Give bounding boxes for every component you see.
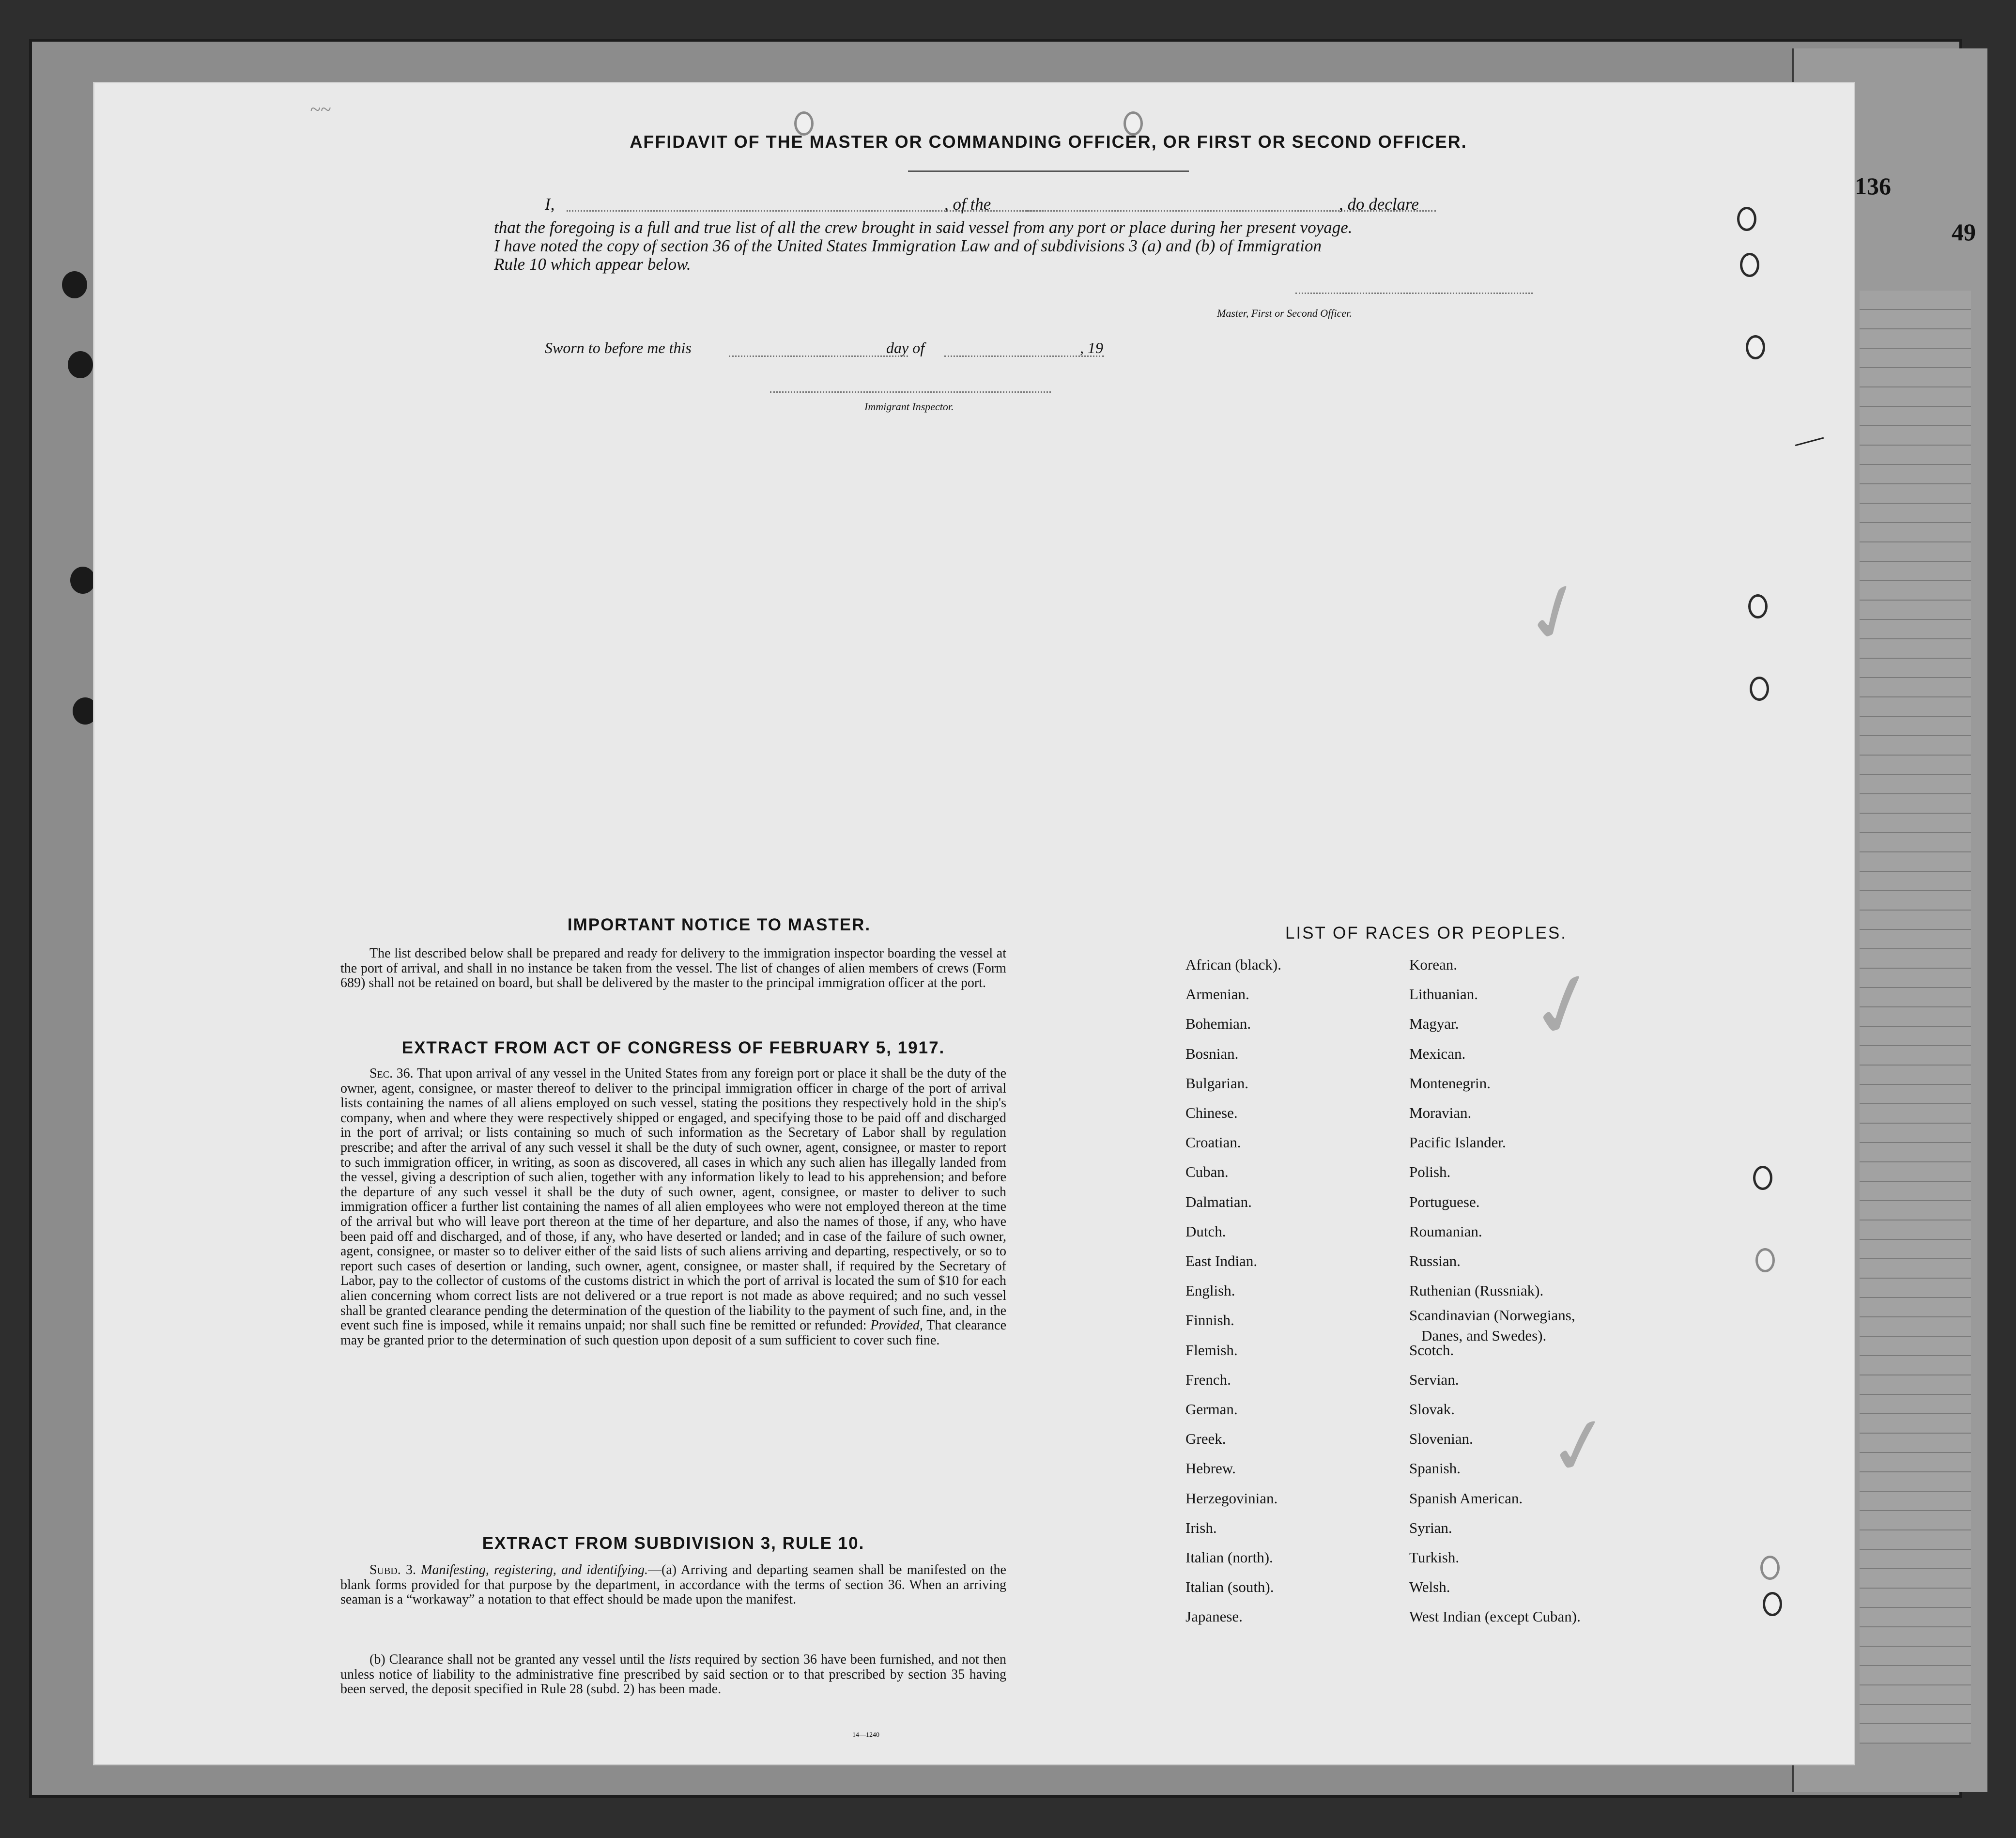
race-item: Spanish American. — [1409, 1489, 1523, 1507]
extract-rule-text-a — [340, 1563, 1006, 1607]
race-item: Turkish. — [1409, 1549, 1460, 1566]
race-item: German. — [1185, 1401, 1238, 1418]
extract-act-text — [340, 1066, 1006, 1348]
extract-rule-title: EXTRACT FROM SUBDIVISION 3, RULE 10. — [482, 1534, 865, 1553]
race-item: Lithuanian. — [1409, 986, 1478, 1003]
race-item: Slovenian. — [1409, 1430, 1473, 1448]
race-item: Flemish. — [1185, 1341, 1238, 1359]
notice-title: IMPORTANT NOTICE TO MASTER. — [567, 915, 871, 934]
race-item: Armenian. — [1185, 986, 1249, 1003]
race-item: East Indian. — [1185, 1252, 1258, 1269]
title-rule — [908, 170, 1189, 172]
form-number: 14—1240 — [852, 1731, 879, 1739]
race-item: Moravian. — [1409, 1104, 1472, 1121]
affidavit-i-label: I, — [545, 195, 555, 214]
subd-lists-word: lists — [669, 1652, 691, 1667]
race-item: Finnish. — [1185, 1312, 1234, 1329]
sworn-day-field[interactable] — [729, 355, 908, 357]
race-item: Herzegovinian. — [1185, 1489, 1278, 1507]
binder-hole — [62, 271, 87, 298]
inspector-signature-label: Immigrant Inspector. — [864, 401, 954, 413]
race-item: Cuban. — [1185, 1163, 1229, 1181]
punch-hole — [1748, 594, 1768, 618]
races-title: LIST OF RACES OR PEOPLES. — [1285, 924, 1567, 942]
punch-hole — [1753, 1166, 1772, 1190]
affidavit-line-4: Rule 10 which appear below. — [494, 255, 691, 274]
race-item: Portuguese. — [1409, 1193, 1480, 1210]
sec-36-end: That clearance may be granted prior to the determination of such question upon deposit of a sum sufficient to cover such fine. — [340, 1318, 1006, 1348]
race-item: Dutch. — [1185, 1222, 1226, 1240]
ruled-page-edge — [1860, 291, 1971, 1744]
race-item: Servian. — [1409, 1371, 1459, 1388]
punch-hole — [1750, 677, 1769, 701]
race-item: Chinese. — [1185, 1104, 1238, 1121]
race-item: Italian (south). — [1185, 1578, 1274, 1596]
race-item: Korean. — [1409, 956, 1457, 973]
extract-act-title: EXTRACT FROM ACT OF CONGRESS OF FEBRUARY 5, 1917. — [401, 1038, 945, 1057]
affidavit-of-the-label: , of the — [944, 195, 991, 214]
inspector-signature-field[interactable] — [770, 391, 1051, 393]
subd-text-b-prefix: (b) Clearance shall not be granted any vessel until the — [369, 1652, 665, 1667]
race-item: Slovak. — [1409, 1401, 1455, 1418]
subd-text-a: —(a) Arriving and departing seamen shall be manifested on the blank forms provided for that purpose by the department, in accordance with the terms of section 36. When an arriving seaman is a “workaway” a notation to that effect should be made upon the manifest. — [340, 1562, 1006, 1607]
race-item: Roumanian. — [1409, 1222, 1482, 1240]
race-item: Bulgarian. — [1185, 1074, 1248, 1092]
punch-hole — [1760, 1556, 1780, 1580]
affidavit-declare-label: , do declare — [1339, 195, 1419, 214]
race-item: Mexican. — [1409, 1045, 1466, 1062]
race-item: Croatian. — [1185, 1134, 1241, 1151]
binder-hole — [68, 351, 93, 378]
subd-text-b: required by section 36 have been furnished, and not then unless notice of liability to the administrative fine prescribed by said section or to that prescribed by section 35 having been served, the deposit specified in Rule 28 (subd. 2) has been made. — [340, 1652, 1007, 1697]
race-item: Russian. — [1409, 1252, 1461, 1269]
race-item: English. — [1185, 1282, 1235, 1299]
subd-heading: Manifesting, registering, and identifying. — [421, 1562, 648, 1577]
race-item: Irish. — [1185, 1519, 1217, 1536]
race-item: Scandinavian (Norwegians, — [1409, 1307, 1575, 1324]
race-item: African (black). — [1185, 956, 1281, 973]
race-item: Scotch. — [1409, 1341, 1454, 1359]
race-item: Syrian. — [1409, 1519, 1452, 1536]
day-of-label: day of — [886, 339, 925, 356]
race-item: Hebrew. — [1185, 1460, 1236, 1477]
master-signature-field[interactable] — [1295, 293, 1533, 294]
punch-hole — [1755, 1248, 1775, 1272]
manifest-page — [94, 83, 1854, 1764]
race-item: Welsh. — [1409, 1578, 1450, 1596]
race-item: West Indian (except Cuban). — [1409, 1608, 1581, 1625]
race-item: French. — [1185, 1371, 1231, 1388]
side-page-number-49: 49 — [1952, 218, 1976, 246]
pencil-dash-mark: — — [1790, 419, 1827, 458]
provided-word: Provided, — [870, 1318, 923, 1333]
side-page-number-136: 136 — [1855, 172, 1891, 200]
punch-hole — [1737, 207, 1756, 231]
affidavit-title: AFFIDAVIT OF THE MASTER OR COMMANDING OFFICER, OR FIRST OR SECOND OFFICER. — [630, 132, 1467, 152]
scandinavian-continuation: Danes, and Swedes). — [1421, 1327, 1547, 1344]
subd-label: Subd. 3. — [369, 1562, 416, 1577]
race-item: Dalmatian. — [1185, 1193, 1252, 1210]
race-item: Bosnian. — [1185, 1045, 1239, 1062]
punch-hole — [1763, 1592, 1782, 1616]
punch-hole — [1740, 253, 1759, 277]
race-item: Pacific Islander. — [1409, 1134, 1506, 1151]
sworn-label: Sworn to before me this — [545, 339, 692, 356]
pencil-check-mark: ✓ — [1510, 562, 1601, 665]
notice-text: The list described below shall be prepared and ready for delivery to the immigration inspector boarding the vessel at the port of arrival, and shall in no instance be taken from the vessel. The list of changes of alien members of crews (Form 689) shall not be retained on board, but shall be delivered by the master to the principal immigration officer at the port. — [340, 946, 1006, 991]
year-label: , 19 — [1080, 339, 1103, 356]
race-item: Greek. — [1185, 1430, 1226, 1448]
race-item: Polish. — [1409, 1163, 1451, 1181]
race-item: Magyar. — [1409, 1015, 1459, 1033]
sec-36-label: Sec. 36. — [369, 1066, 414, 1081]
race-item: Bohemian. — [1185, 1015, 1251, 1033]
affidavit-line-2: that the foregoing is a full and true list of all the crew brought in said vessel from any port or place during her present voyage. — [494, 218, 1353, 237]
race-item: Italian (north). — [1185, 1549, 1273, 1566]
binder-hole — [70, 567, 95, 594]
punch-hole — [1746, 335, 1765, 359]
stray-mark: ~~ — [310, 98, 331, 120]
race-item: Montenegrin. — [1409, 1074, 1491, 1092]
sec-36-body: That upon arrival of any vessel in the United States from any foreign port or place it shall be the duty of the owner, agent, consignee, or master thereof to deliver to the principal immigration officer in charge of the port of arrival lists containing the names of all aliens employed on such vessel, stating the positions they respectively hold in the ship's company, when and where they were respectively shipped or engaged, and specifying those to be paid off and discharged in the port of arrival; or lists containing so much of such information as the Secretary of Labor shall by regulation prescribe; and after the arrival of any such vessel it shall be the duty of such owner, agent, consignee, or master to report to such immigration officer, in writing, as soon as discovered, all cases in which any such alien has illegally landed from the vessel, giving a description of such alien, together with any information likely to lead to his apprehension; and before the departure of any such vessel it shall be the duty of such owner, agent, consignee, or master to deliver to such immigration officer a further list containing the names of all alien employees who were not employed thereon at the time of the arrival but who will leave port thereon at the time of her departure, and also the names of those, if any, who have been paid off and discharged, and of those, if any, who have deserted or landed; and in case of the failure of such owner, agent, consignee, or master so to deliver either of the said lists of such aliens arriving and departing, respectively, or so to report such cases of desertion or landing, such owner, agent, consignee, or master shall, if required by the Secretary of Labor, pay to the collector of customs of the customs district in which the port of arrival is located the sum of $10 for each alien concerning whom correct lists are not delivered or a true report is not made as above required; and no such vessel shall be granted clearance pending the determination of the question of the liability to the payment of such fine, and, in the event such fine is imposed, while it remains unpaid; nor shall such fine be remitted or refunded: — [340, 1066, 1006, 1333]
race-item: Ruthenian (Russniak). — [1409, 1282, 1544, 1299]
affidavit-line-3: I have noted the copy of section 36 of the United States Immigration Law and of subdivisions 3 (a) and (b) of Immigration — [494, 236, 1322, 255]
race-item: Japanese. — [1185, 1608, 1243, 1625]
master-signature-label: Master, First or Second Officer. — [1217, 307, 1352, 319]
extract-rule-text-b — [340, 1653, 1006, 1697]
pencil-check-mark: ✓ — [1517, 950, 1613, 1063]
race-item: Spanish. — [1409, 1460, 1461, 1477]
pencil-check-mark: ✓ — [1540, 1398, 1619, 1495]
